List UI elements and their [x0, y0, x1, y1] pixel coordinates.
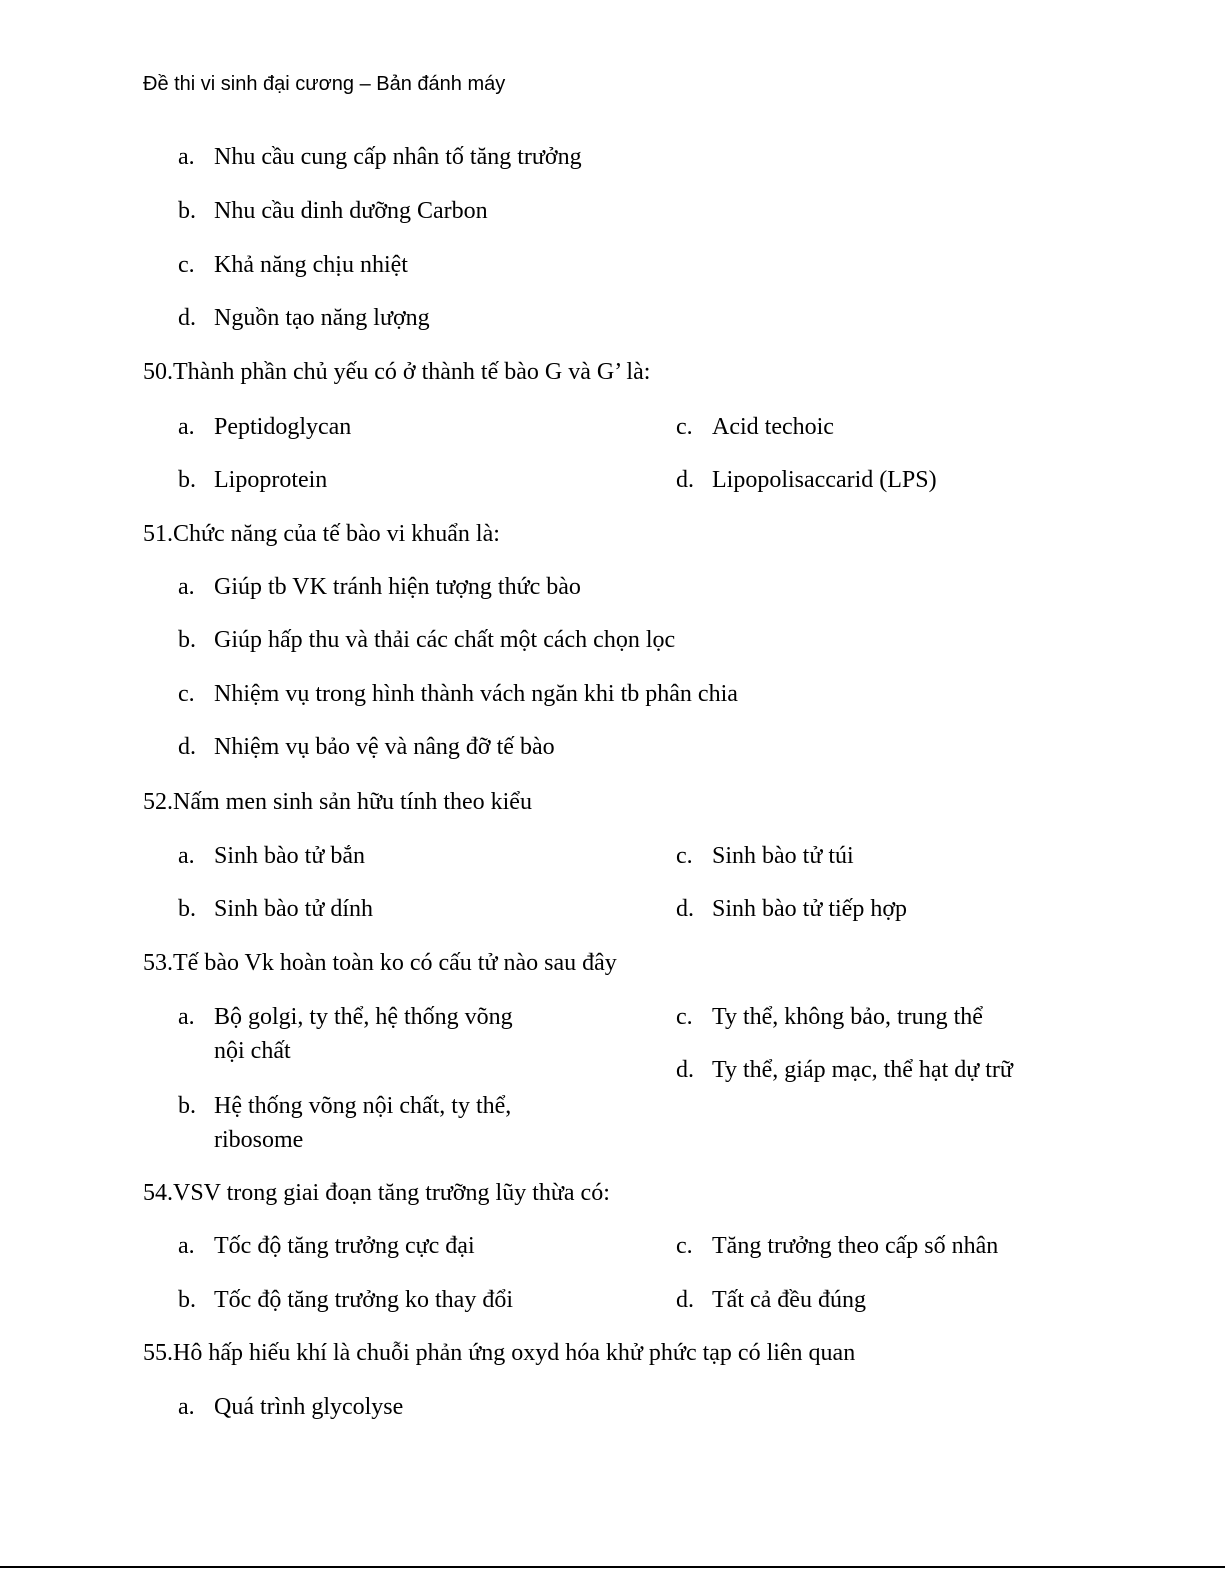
option-text: Ty thể, không bảo, trung thể [712, 1004, 983, 1030]
q50-option-d [676, 463, 937, 497]
document-header: Đề thi vi sinh đại cương – Bản đánh máy [143, 73, 506, 95]
option-text: Khả năng chịu nhiệt [214, 252, 408, 278]
option-letter: a. [178, 574, 195, 600]
option-text: Tăng trưởng theo cấp số nhân [712, 1233, 999, 1259]
option-text-line1: Bộ golgi, ty thể, hệ thống võng [214, 1004, 513, 1030]
question-50: 50.Thành phần chủ yếu có ở thành tế bào G và G’ là: [143, 359, 651, 385]
option-text: Nhiệm vụ bảo vệ và nâng đỡ tế bào [214, 734, 555, 760]
option-text-line1: Hệ thống võng nội chất, ty thể, [214, 1093, 512, 1119]
q51-option-a [178, 570, 581, 604]
q53-option-b [178, 1089, 511, 1157]
option-text: Tất cả đều đúng [712, 1287, 866, 1313]
option-letter: a. [178, 414, 195, 440]
option-letter: b. [178, 627, 196, 653]
option-text: Tốc độ tăng trưởng ko thay đổi [214, 1287, 513, 1313]
option-text [214, 1089, 511, 1157]
q50-option-c [676, 410, 834, 444]
option-letter: c. [676, 414, 693, 440]
option-letter: b. [178, 467, 196, 493]
q52-option-b [178, 892, 373, 926]
option-letter: d. [676, 896, 694, 922]
question-53: 53.Tế bào Vk hoàn toàn ko có cấu tử nào sau đây [143, 950, 617, 976]
option-letter: a. [178, 843, 195, 869]
option-text: Giúp hấp thu và thải các chất một cách chọn lọc [214, 627, 676, 653]
option-letter: b. [178, 1287, 196, 1313]
option-text-line2: nội chất [214, 1038, 291, 1064]
page-bottom-border [0, 1566, 1225, 1568]
option-letter: b. [178, 1093, 196, 1119]
option-text: Sinh bào tử túi [712, 843, 854, 869]
option-letter: a. [178, 144, 195, 170]
option-text: Lipopolisaccarid (LPS) [712, 467, 937, 493]
q49-option-c [178, 248, 408, 282]
q52-option-d [676, 892, 907, 926]
option-letter: c. [676, 1233, 693, 1259]
option-text: Peptidoglycan [214, 414, 352, 440]
question-55: 55.Hô hấp hiếu khí là chuỗi phản ứng oxyd hóa khử phức tạp có liên quan [143, 1340, 856, 1366]
question-54: 54.VSV trong giai đoạn tăng trưỡng lũy thừa có: [143, 1180, 610, 1206]
question-51: 51.Chức năng của tế bào vi khuẩn là: [143, 521, 500, 547]
q54-option-b [178, 1283, 513, 1317]
option-text: Nhu cầu dinh dưỡng Carbon [214, 198, 488, 224]
q53-option-d [676, 1053, 1013, 1087]
option-text: Sinh bào tử dính [214, 896, 374, 922]
q49-option-b [178, 194, 488, 228]
option-letter: a. [178, 1004, 195, 1030]
option-text: Tốc độ tăng trưởng cực đại [214, 1233, 475, 1259]
question-52: 52.Nấm men sinh sản hữu tính theo kiểu [143, 789, 532, 815]
q54-option-a [178, 1229, 475, 1263]
option-text: Nhu cầu cung cấp nhân tố tăng trưởng [214, 144, 582, 170]
option-text: Sinh bào tử bắn [214, 843, 365, 869]
option-text: Quá trình glycolyse [214, 1394, 404, 1420]
q51-option-d [178, 730, 555, 764]
q55-option-a [178, 1390, 403, 1424]
q52-option-a [178, 839, 365, 873]
option-letter: c. [676, 843, 693, 869]
option-text: Nhiệm vụ trong hình thành vách ngăn khi tb phân chia [214, 681, 738, 707]
q50-option-a [178, 410, 351, 444]
q54-option-d [676, 1283, 866, 1317]
option-text: Giúp tb VK tránh hiện tượng thức bào [214, 574, 581, 600]
option-text: Sinh bào tử tiếp hợp [712, 896, 908, 922]
option-text-line2: ribosome [214, 1127, 304, 1153]
option-letter: a. [178, 1394, 195, 1420]
option-letter: c. [178, 252, 195, 278]
option-letter: d. [178, 305, 196, 331]
option-letter: b. [178, 198, 196, 224]
option-letter: b. [178, 896, 196, 922]
option-letter: d. [676, 467, 694, 493]
option-letter: a. [178, 1233, 195, 1259]
option-text: Nguồn tạo năng lượng [214, 305, 430, 331]
option-text: Acid techoic [712, 414, 834, 440]
option-text: Ty thể, giáp mạc, thể hạt dự trữ [712, 1057, 1013, 1083]
q51-option-c [178, 677, 738, 711]
option-text: Lipoprotein [214, 467, 328, 493]
q51-option-b [178, 623, 675, 657]
option-letter: c. [178, 681, 195, 707]
q49-option-a [178, 140, 582, 174]
option-text [214, 1000, 513, 1068]
option-letter: d. [676, 1057, 694, 1083]
option-letter: d. [676, 1287, 694, 1313]
option-letter: d. [178, 734, 196, 760]
q52-option-c [676, 839, 854, 873]
q54-option-c [676, 1229, 998, 1263]
q50-option-b [178, 463, 327, 497]
q53-option-a [178, 1000, 513, 1068]
q49-option-d [178, 301, 430, 335]
option-letter: c. [676, 1004, 693, 1030]
q53-option-c [676, 1000, 983, 1034]
